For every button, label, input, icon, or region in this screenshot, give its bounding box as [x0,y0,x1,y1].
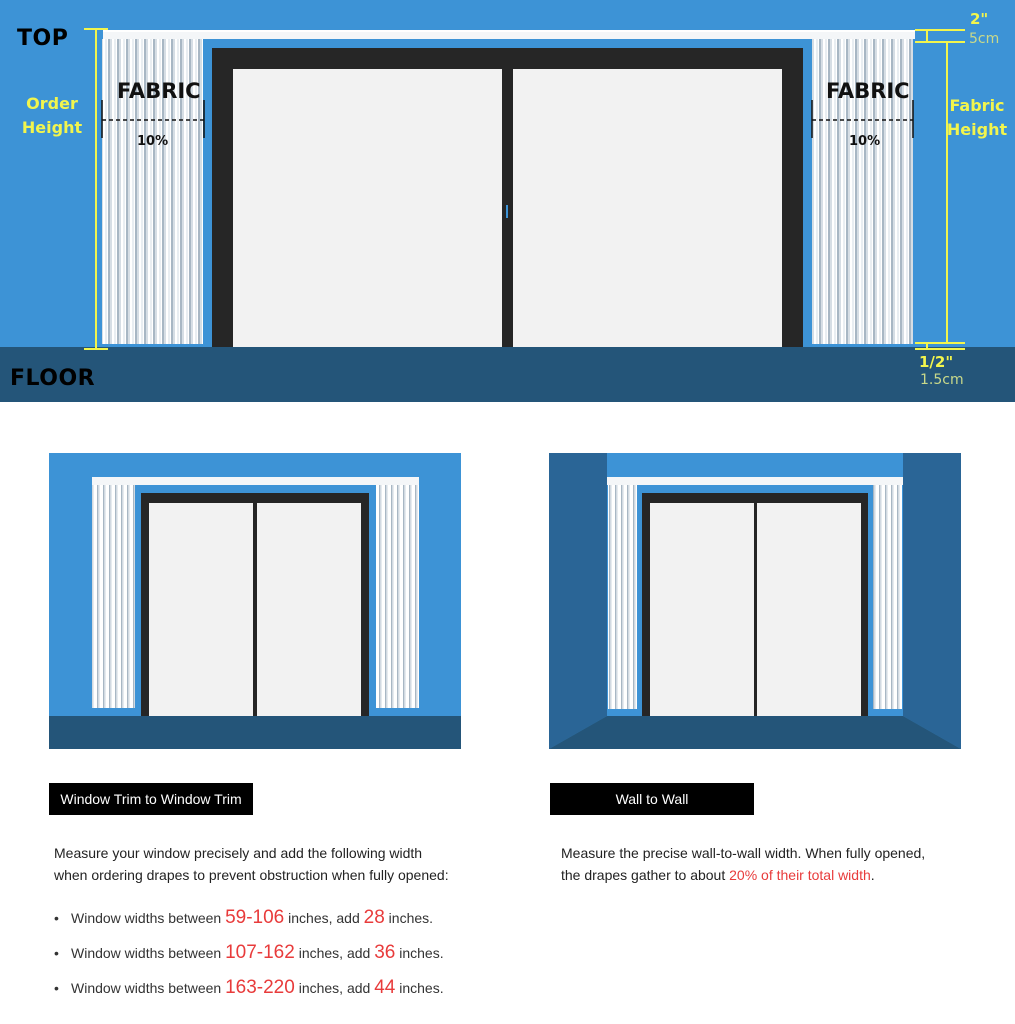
wall-to-wall-tag: Wall to Wall [550,783,754,815]
right-fabric-percent: 10% [849,134,881,149]
floor-label: FLOOR [10,366,96,391]
trim-to-trim-description: Measure your window precisely and add the following width when ordering drapes to prevent obstruction when fully opened: [54,845,449,883]
width-addition-list [54,904,444,1009]
bottom-gap-inches: 1/2" [919,353,954,371]
measurement-diagram [0,0,1015,402]
door-glass-right [513,69,782,347]
floor [0,347,1015,402]
door-handle [506,205,508,218]
trim-to-trim-tag: Window Trim to Window Trim [49,783,253,815]
left-fabric-percent: 10% [137,134,169,149]
top-gap-cm: 5cm [969,31,1000,47]
door-glass-left [233,69,502,347]
list-item: • Window widths between 107-162 inches, add 36 inches. [54,942,444,963]
list-item: • Window widths between 59-106 inches, add 28 inches. [54,907,434,928]
left-fabric-label: FABRIC [117,79,201,103]
bottom-gap-cm: 1.5cm [920,372,964,388]
order-height-label: Order Height [21,94,83,137]
gather-percentage: 20% of their total width [729,867,871,883]
right-fabric-label: FABRIC [826,79,910,103]
top-label: TOP [17,26,69,51]
fabric-height-label: Fabric Height [946,96,1008,139]
top-gap-inches: 2" [970,10,989,28]
list-item: • Window widths between 163-220 inches, add 44 inches. [54,977,444,998]
wall-to-wall-description: Measure the precise wall-to-wall width. When fully opened, the drapes gather to about 20% of their total width. [561,845,926,883]
